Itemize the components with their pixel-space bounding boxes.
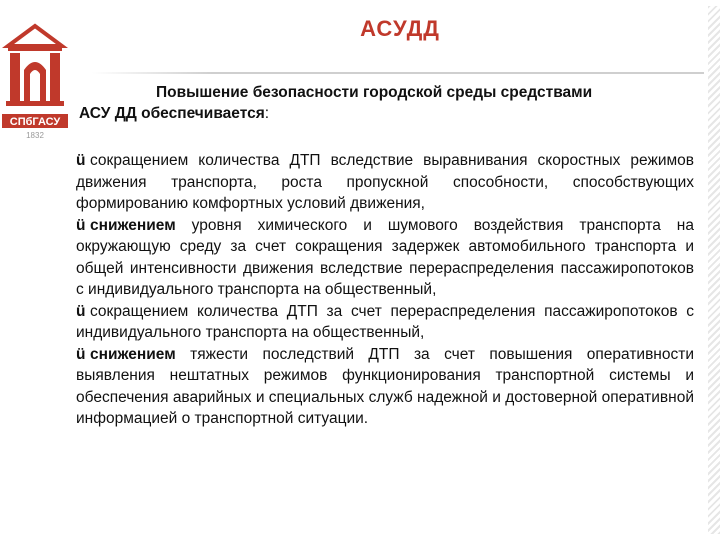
university-logo [2, 12, 68, 140]
check-icon: ü [76, 302, 86, 320]
bullet-lead: снижением [90, 216, 176, 234]
bullet-text: количества ДТП вследствие выравнивания скоростных режимов движения транспорта, роста пропускной способности, способствующих формированию комфортных условий движения, [76, 152, 694, 212]
logo-year: 1832 [26, 131, 44, 140]
bullet-lead: сокращением [90, 152, 189, 169]
list-item [76, 344, 694, 430]
intro-line-1: Повышение безопасности городской среды средствами [156, 84, 593, 101]
decorative-side-strip [708, 6, 720, 534]
list-item [76, 215, 694, 301]
page-title: АСУДД [360, 16, 440, 41]
bullet-lead: снижением [90, 345, 176, 363]
bullet-lead: сокращением [90, 302, 189, 320]
intro-paragraph [79, 82, 693, 124]
intro-line-2: АСУ ДД обеспечивается [79, 105, 265, 122]
check-icon: ü [76, 216, 86, 234]
bullet-list [76, 150, 694, 430]
bullet-text: тяжести последствий ДТП за счет повышения оперативности выявления нештатных режимов функционирования транспортной системы и обеспечения аварийных и специальных служб надежной и достоверной оперативной информацией о транспортной ситуации. [76, 345, 694, 427]
check-icon: ü [76, 345, 86, 363]
title-divider [92, 72, 704, 74]
check-icon: ü [76, 152, 86, 169]
logo-text: СПбГАСУ [9, 116, 61, 128]
list-item [76, 150, 694, 215]
bullet-text: уровня химического и шумового воздействия транспорта на окружающую среду за счет сокращения задержек автомобильного транспорта и общей интенсивности движения вследствие перераспределения пассажиропотоков с индивидуального транспорта на общественный, [76, 216, 694, 298]
intro-colon: : [264, 105, 270, 122]
bullet-text: количества ДТП за счет перераспределения пассажиропотоков с индивидуального транспорта на общественный, [76, 302, 694, 341]
list-item [76, 301, 694, 344]
